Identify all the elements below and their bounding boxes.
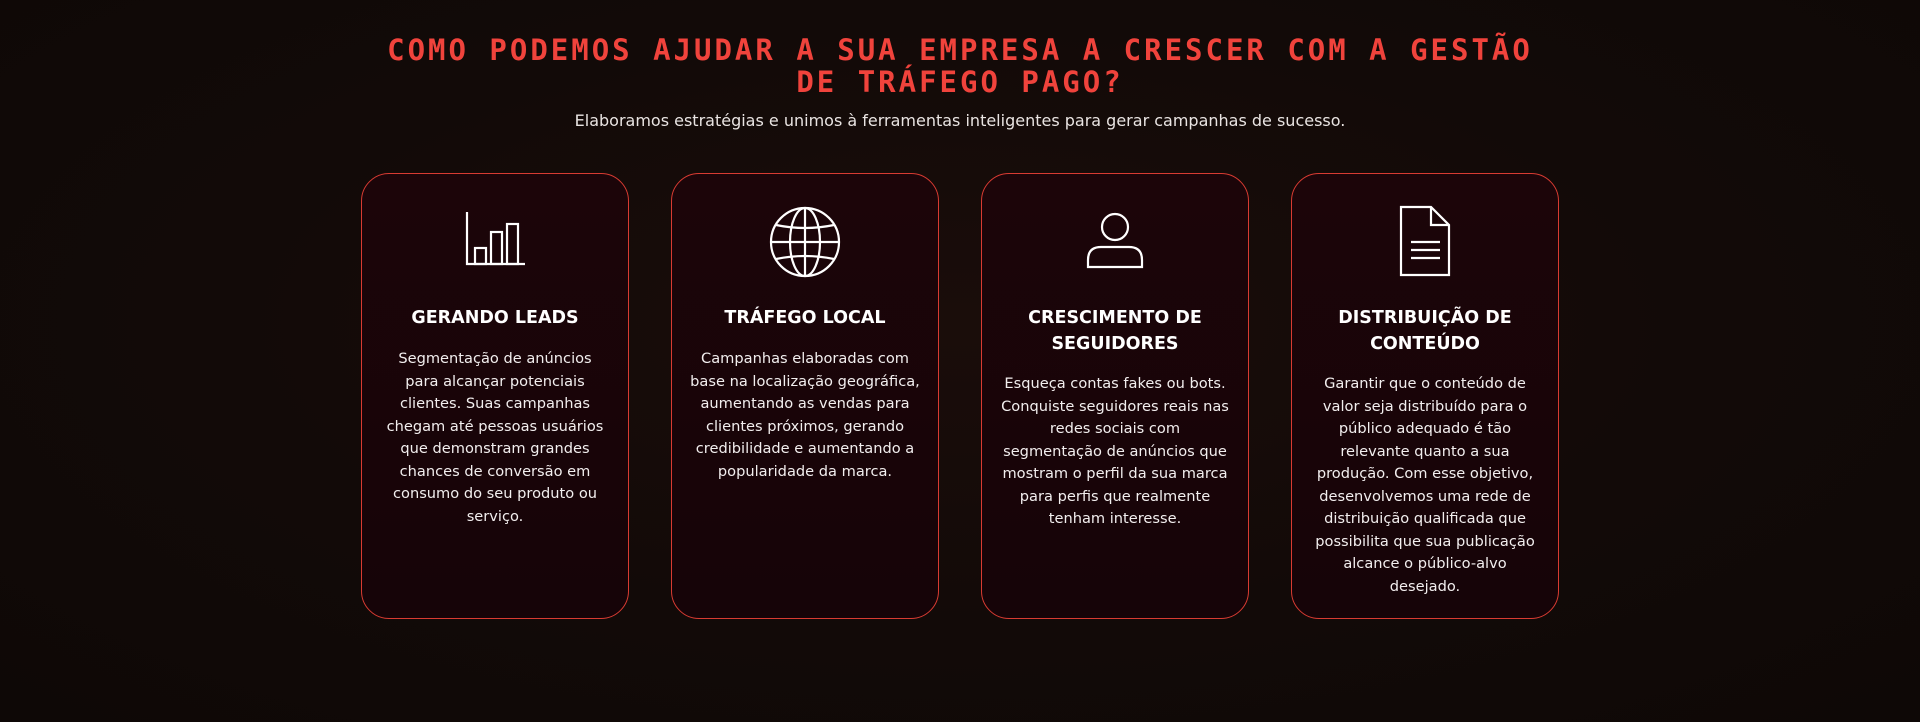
section-title: COMO PODEMOS AJUDAR A SUA EMPRESA A CRESCER COM A GESTÃO DE TRÁFEGO PAGO?	[387, 33, 1533, 99]
card-description: Campanhas elaboradas com base na localização geográfica, aumentando as vendas para clientes próximos, gerando credibilidade e aumentando a popularidade da marca.	[690, 350, 920, 480]
service-card-gerando-leads	[361, 173, 629, 619]
service-card-trafego-local	[671, 173, 939, 619]
bar-chart-icon	[362, 210, 628, 270]
card-description: Esqueça contas fakes ou bots. Conquiste seguidores reais nas redes sociais com segmentação de anúncios que mostram o perfil da sua marca para perfis que realmente tenham interesse.	[1001, 375, 1229, 527]
section-subtitle: Elaboramos estratégias e unimos à ferramentas inteligentes para gerar campanhas de sucesso.	[574, 111, 1346, 130]
user-icon	[982, 212, 1248, 270]
service-card-crescimento-seguidores	[981, 173, 1249, 619]
card-title: CRESCIMENTO DE SEGUIDORES	[1028, 308, 1202, 354]
card-description: Garantir que o conteúdo de valor seja distribuído para o público adequado é tão relevante quanto a sua produção. Com esse objetivo, desenvolvemos uma rede de distribuição qualificada que possibilita que sua publicação alcance o público-alvo desejado.	[1315, 375, 1535, 595]
card-title: DISTRIBUIÇÃO DE CONTEÚDO	[1338, 308, 1512, 354]
card-title: TRÁFEGO LOCAL	[724, 308, 886, 328]
document-icon	[1292, 204, 1558, 278]
card-title: GERANDO LEADS	[411, 308, 579, 328]
card-description: Segmentação de anúncios para alcançar potenciais clientes. Suas campanhas chegam até pessoas usuários que demonstram grandes chances de conversão em consumo do seu produto ou serviço.	[386, 350, 604, 525]
service-card-distribuicao-conteudo	[1291, 173, 1559, 619]
globe-icon	[672, 206, 938, 278]
